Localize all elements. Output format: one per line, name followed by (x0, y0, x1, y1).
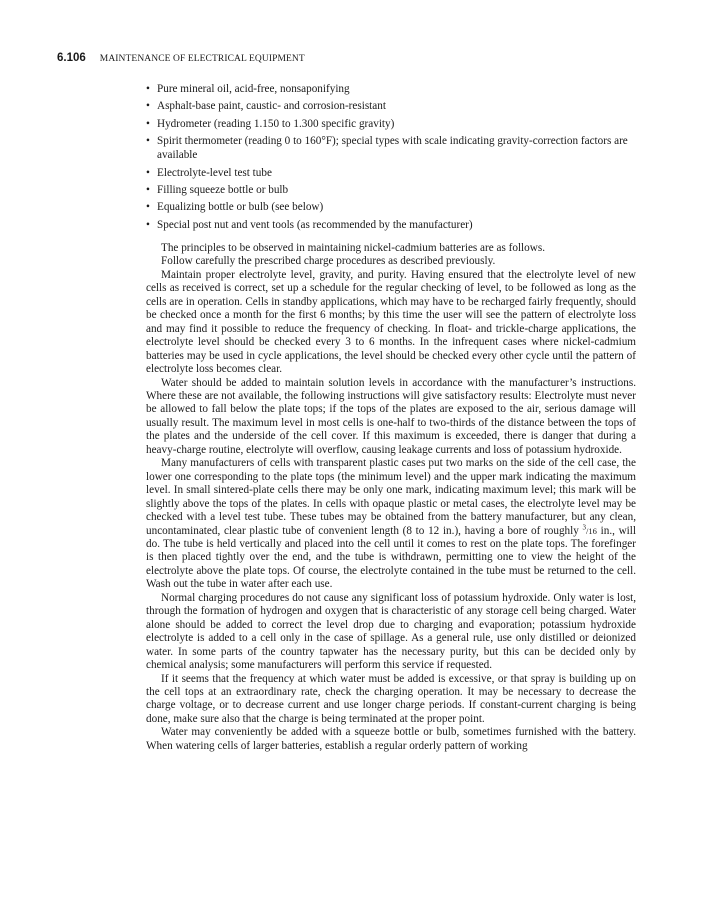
page-number: 6.106 (57, 52, 86, 64)
bullet-item: • Asphalt-base paint, caustic- and corrosion-resistant (146, 99, 636, 113)
bullet-item: • Filling squeeze bottle or bulb (146, 183, 636, 197)
equipment-bullet-list (146, 82, 636, 235)
fraction-numerator: 3 (582, 522, 587, 531)
bullet-item: • Electrolyte-level test tube (146, 166, 636, 180)
running-title: MAINTENANCE OF ELECTRICAL EQUIPMENT (99, 54, 305, 64)
bullet-item: • Hydrometer (reading 1.150 to 1.300 specific gravity) (146, 117, 636, 131)
paragraph: Water may conveniently be added with a squeeze bottle or bulb, sometimes furnished with the battery. When watering cells of larger batteries, establish a regular orderly pattern of working (146, 726, 636, 752)
fraction-denominator: /16 (586, 525, 597, 536)
paragraph: Maintain proper electrolyte level, gravity, and purity. Having ensured that the electrolyte level of new cells as received is correct, set up a schedule for the regular checking of level, to be followed as long as the cells are in operation. Cells in standby applications, which may have to be recharged fairly frequently, should be checked once a month for the first 6 months; by this time the user will see the pattern of electrolyte loss and may find it possible to reduce the frequency of checking. In float- and trickle-charge applications, the electrolyte level should be checked every 3 to 6 months. In the infrequent cases where nickel-cadmium batteries may be used in cycle applications, the level should be checked every other cycle until the pattern of electrolyte loss becomes clear. (146, 268, 636, 376)
paragraph (146, 457, 636, 592)
paragraph: The principles to be observed in maintaining nickel-cadmium batteries are as follows. (161, 242, 545, 254)
paragraph-text: Many manufacturers of cells with transparent plastic cases put two marks on the side of the cell case, the lower one corresponding to the plate tops (the minimum level) and the upper mark indicating the maximum level. In small sintered-plate cells there may be only one mark, indicating maximum level; this mark will be slightly above the tops of the plates. In cells with opaque plastic or metal cases, the electrolyte level may be checked with a level test tube. These tubes may be obtained from the battery manufacturer, but any clean, uncontaminated, clear plastic tube of convenient length (8 to 12 in.), having a bore of roughly (146, 457, 636, 537)
bullet-item: • Special post nut and vent tools (as recommended by the manufacturer) (146, 218, 636, 232)
bullet-item: • Spirit thermometer (reading 0 to 160°F); special types with scale indicating gravity-correction factors are available (146, 134, 636, 162)
paragraph: Water should be added to maintain solution levels in accordance with the manufacturer’s instructions. Where these are not available, the following instructions will give satisfactory results: Electrolyte must never be allowed to fall below the plate tops; if the tops of the plates are exposed to the air, serious damage will usually result. The maximum level in most cells is one-half to two-thirds of the distance between the tops of the plates and the underside of the cell cover. If this maximum is exceeded, there is danger that during a heavy-charge routine, electrolyte will overflow, causing leakage currents and loss of potassium hydroxide. (146, 376, 636, 456)
paragraph: Follow carefully the prescribed charge procedures as described previously. (161, 255, 496, 268)
paragraph-text: in., will do. The tube is held vertically and placed into the cell until it comes to rest on the plate tops. The forefinger is then placed tightly over the end, and the tube is withdrawn, permitting one to view the height of the electrolyte above the plate tops. Of course, the electrolyte contained in the tube must be returned to the cell. Wash out the tube in water after each use. (146, 524, 637, 591)
running-header (57, 51, 305, 66)
paragraph: If it seems that the frequency at which water must be added is excessive, or that spray is building up on the cell tops at an extraordinary rate, check the charging operation. It may be necessary to decrease the charge voltage, or to decrease current and use longer charge periods. If constant-current charging is being done, make sure also that the charge is being terminated at the proper point. (146, 672, 636, 725)
bullet-item: • Equalizing bottle or bulb (see below) (146, 200, 636, 214)
bullet-item: • Pure mineral oil, acid-free, nonsaponifying (146, 82, 636, 96)
paragraph: Normal charging procedures do not cause any significant loss of potassium hydroxide. Only water is lost, through the formation of hydrogen and oxygen that is characteristic of any storage cell being charged. Water alone should be added to correct the level drop due to charging and evaporation; potassium hydroxide electrolyte is added to a cell only in the case of spillage. As a general rule, use only distilled or deionized water. In some parts of the country tapwater has the necessary purity, but this can be decided only by chemical analysis; some manufacturers will perform this service if requested. (146, 591, 636, 672)
body-text (146, 242, 636, 753)
